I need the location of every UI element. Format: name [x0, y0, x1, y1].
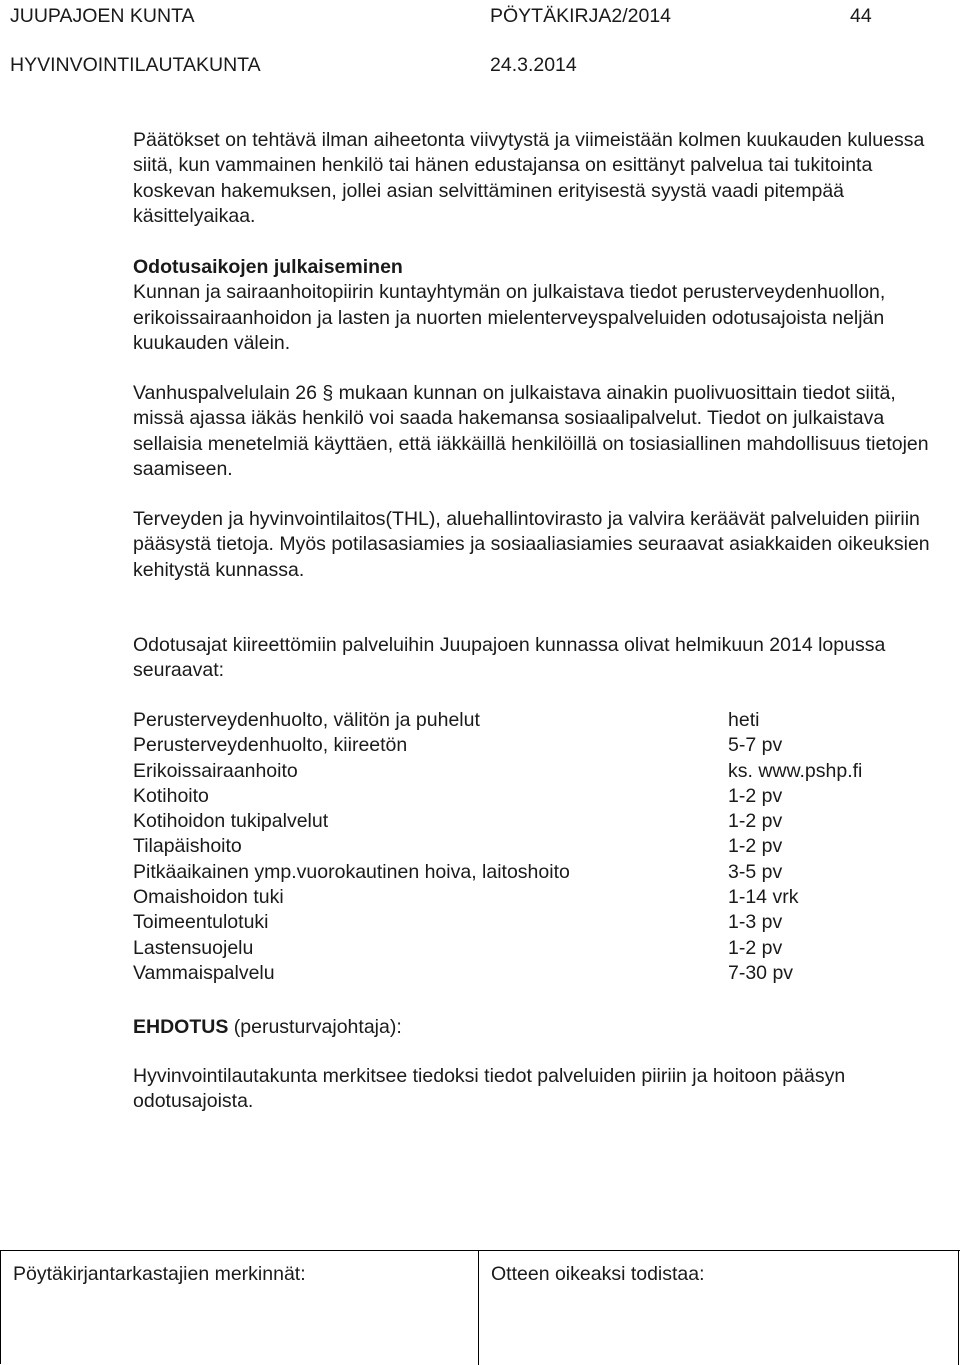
intro-paragraph — [133, 128, 938, 230]
service-name: Kotihoidon tukipalvelut — [133, 810, 329, 833]
waiting-time-row — [133, 759, 938, 784]
document-number: PÖYTÄKIRJA2/2014 — [490, 5, 672, 27]
page-number: 44 — [850, 5, 872, 27]
waiting-time-value: 1-2 pv — [728, 835, 783, 858]
service-name: Vammaispalvelu — [133, 961, 275, 984]
publication-section — [133, 255, 938, 357]
waiting-time-row — [133, 860, 938, 885]
meeting-date: 24.3.2014 — [490, 54, 577, 76]
service-name: Erikoissairaanhoito — [133, 759, 298, 782]
elderly-services-text: Vanhuspalvelulain 26 § mukaan kunnan on julkaistava ainakin puolivuosittain tiedot siitä, missä ajassa iäkäs henkilö voi saada hakemansa sosiaalipalvelut. Tiedot on julkaistava sellaisia menetelmiä käyttäen, että iäkkäillä henkilöillä on tosiasiallinen mahdollisuus tietojen saamiseen. — [133, 382, 929, 481]
service-name: Perusterveydenhuolto, kiireetön — [133, 734, 408, 757]
waiting-time-value: 3-5 pv — [728, 860, 783, 883]
certified-cell — [479, 1251, 959, 1365]
reviewers-cell — [1, 1251, 479, 1365]
waiting-time-row — [133, 809, 938, 834]
service-name: Tilapäishoito — [133, 835, 242, 858]
waiting-time-row — [133, 936, 938, 961]
certified-label: Otteen oikeaksi todistaa: — [491, 1263, 705, 1285]
waiting-intro-text: Odotusajat kiireettömiin palveluihin Juupajoen kunnassa olivat helmikuun 2014 lopussa seuraavat: — [133, 634, 886, 682]
service-name: Perusterveydenhuolto, välitön ja puhelut — [133, 709, 480, 731]
waiting-times-list — [133, 708, 938, 986]
monitoring-text: Terveyden ja hyvinvointilaitos(THL), aluehallintovirasto ja valvira keräävät palveluiden piiriin pääsystä tietoja. Myös potilasasiamies ja sosiaaliasiamies seuraavat asiakkaiden oikeuksien kehitystä kunnassa. — [133, 508, 930, 581]
waiting-time-value: heti — [728, 709, 760, 731]
intro-text: Päätökset on tehtävä ilman aiheetonta viivytystä ja viimeistään kolmen kuukauden kuluessa siitä, kun vammainen henkilö tai hänen edustajansa on esittänyt palvelua tai tukitointa koskevan hakemuksen, jollei asian selvittäminen erityisestä syystä vaadi pitempää käsittelyaikaa. — [133, 129, 925, 228]
waiting-time-row — [133, 834, 938, 859]
proposal-text: Hyvinvointilautakunta merkitsee tiedoksi tiedot palveluiden piiriin ja hoitoon pääsyn odotusajoista. — [133, 1065, 846, 1113]
waiting-time-row — [133, 885, 938, 910]
section-heading: Odotusaikojen julkaiseminen — [133, 256, 403, 278]
service-name: Kotihoito — [133, 784, 209, 807]
waiting-time-value: 7-30 pv — [728, 961, 794, 984]
waiting-time-value: 1-2 pv — [728, 810, 783, 833]
waiting-time-row — [133, 961, 938, 986]
waiting-time-value: 1-3 pv — [728, 911, 783, 934]
monitoring-paragraph — [133, 507, 938, 583]
proposal-label: EHDOTUS — [133, 1016, 229, 1038]
waiting-time-value: 5-7 pv — [728, 734, 783, 757]
municipality-name: JUUPAJOEN KUNTA — [10, 5, 195, 27]
signature-table — [0, 1250, 960, 1364]
elderly-services-paragraph — [133, 381, 938, 483]
service-name: Pitkäaikainen ymp.vuorokautinen hoiva, laitoshoito — [133, 860, 570, 883]
proposal-heading — [133, 1015, 938, 1040]
reviewers-label: Pöytäkirjantarkastajien merkinnät: — [13, 1263, 306, 1285]
waiting-time-value: 1-14 vrk — [728, 886, 799, 909]
proposal-paragraph — [133, 1064, 938, 1115]
waiting-time-value: ks. www.pshp.fi — [728, 759, 863, 782]
waiting-time-row — [133, 784, 938, 809]
waiting-time-row — [133, 910, 938, 935]
service-name: Lastensuojelu — [133, 936, 254, 959]
waiting-time-value: 1-2 pv — [728, 784, 783, 807]
waiting-time-value: 1-2 pv — [728, 936, 783, 959]
publication-text: Kunnan ja sairaanhoitopiirin kuntayhtymän on julkaistava tiedot perusterveydenhuollon, erikoissairaanhoidon ja lasten ja nuorten mielenterveyspalveluiden odotusajoista neljän kuukauden välein. — [133, 281, 886, 355]
service-name: Omaishoidon tuki — [133, 886, 284, 909]
board-name: HYVINVOINTILAUTAKUNTA — [10, 54, 261, 76]
proposal-author: (perusturvajohtaja): — [228, 1016, 402, 1038]
waiting-intro-paragraph — [133, 633, 893, 684]
service-name: Toimeentulotuki — [133, 911, 269, 934]
waiting-time-row — [133, 733, 938, 758]
waiting-time-row — [133, 708, 938, 733]
